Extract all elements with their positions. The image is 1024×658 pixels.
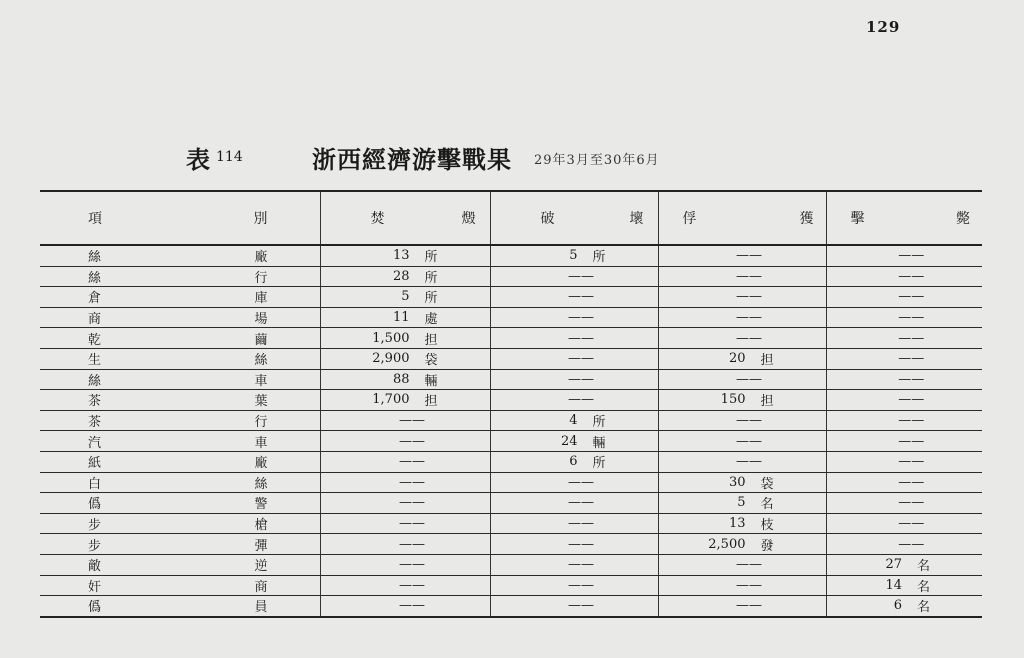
value: —— <box>568 392 594 408</box>
unit: 枝 <box>760 518 774 534</box>
unit: 輛 <box>592 435 606 451</box>
value: —— <box>399 495 425 511</box>
value: —— <box>736 289 762 305</box>
value: 27 <box>885 557 902 573</box>
value: 13 <box>728 516 746 532</box>
value: —— <box>399 413 425 429</box>
cell-killed <box>826 596 982 617</box>
cell-captured <box>658 554 826 575</box>
cell-item: 僞 員 <box>40 596 320 617</box>
table-label: 表 <box>186 145 210 174</box>
cell-destroyed <box>490 328 658 349</box>
cell-burned <box>320 513 490 534</box>
cell-burned <box>320 348 490 369</box>
unit: 名 <box>916 579 930 595</box>
value: —— <box>898 371 925 387</box>
table-period: 29年3月至30年6月 <box>534 153 660 168</box>
value: 30 <box>728 474 746 490</box>
value: —— <box>399 598 425 614</box>
value: —— <box>736 454 762 470</box>
value: —— <box>399 433 425 449</box>
cell-burned <box>320 307 490 328</box>
value: —— <box>568 351 594 367</box>
value: —— <box>898 248 925 264</box>
value: —— <box>898 536 925 552</box>
cell-captured <box>658 493 826 514</box>
value: —— <box>568 371 594 387</box>
cell-destroyed <box>490 287 658 308</box>
header-destroyed: 破 壞 <box>490 191 658 245</box>
cell-killed <box>826 493 982 514</box>
value: —— <box>399 577 425 593</box>
cell-killed <box>826 554 982 575</box>
unit: 担 <box>760 353 774 369</box>
value: —— <box>568 557 594 573</box>
cell-burned <box>320 451 490 472</box>
value: —— <box>736 413 762 429</box>
cell-destroyed <box>490 369 658 390</box>
cell-captured <box>658 266 826 287</box>
cell-captured <box>658 596 826 617</box>
table-row <box>40 596 982 617</box>
cell-captured <box>658 287 826 308</box>
unit: 所 <box>592 456 606 472</box>
header-burned: 焚 燬 <box>320 191 490 245</box>
cell-burned <box>320 328 490 349</box>
cell-captured <box>658 348 826 369</box>
value: —— <box>898 330 925 346</box>
table-row <box>40 390 982 411</box>
unit: 所 <box>592 250 606 266</box>
table-title <box>186 140 746 176</box>
table-main-title: 浙西經濟游擊戰果 <box>312 145 512 174</box>
cell-destroyed <box>490 554 658 575</box>
value: 5 <box>737 495 746 511</box>
cell-destroyed <box>490 534 658 555</box>
value: 2,500 <box>708 536 746 552</box>
value: —— <box>898 289 925 305</box>
unit: 袋 <box>424 353 438 369</box>
cell-killed <box>826 575 982 596</box>
cell-item: 僞 警 <box>40 493 320 514</box>
table-row <box>40 513 982 534</box>
cell-killed <box>826 245 982 266</box>
cell-killed <box>826 472 982 493</box>
cell-item: 茶 葉 <box>40 390 320 411</box>
unit: 担 <box>760 394 774 410</box>
cell-item: 白 絲 <box>40 472 320 493</box>
value: —— <box>399 516 425 532</box>
value: —— <box>898 454 925 470</box>
value: 4 <box>569 413 578 429</box>
table-row <box>40 369 982 390</box>
value: —— <box>898 413 925 429</box>
cell-destroyed <box>490 348 658 369</box>
battle-results-table <box>40 190 982 618</box>
cell-burned <box>320 554 490 575</box>
cell-burned <box>320 575 490 596</box>
cell-item: 步 槍 <box>40 513 320 534</box>
table-row <box>40 451 982 472</box>
cell-item: 茶 行 <box>40 410 320 431</box>
cell-burned <box>320 493 490 514</box>
cell-captured <box>658 390 826 411</box>
table-row <box>40 328 982 349</box>
unit: 發 <box>760 538 774 554</box>
cell-killed <box>826 287 982 308</box>
cell-captured <box>658 369 826 390</box>
cell-destroyed <box>490 513 658 534</box>
unit: 名 <box>760 497 774 513</box>
cell-burned <box>320 266 490 287</box>
cell-destroyed <box>490 596 658 617</box>
unit: 袋 <box>760 476 774 492</box>
table-row <box>40 493 982 514</box>
page-number: 129 <box>866 18 901 36</box>
cell-destroyed <box>490 307 658 328</box>
value: —— <box>736 310 762 326</box>
cell-killed <box>826 534 982 555</box>
cell-burned <box>320 596 490 617</box>
cell-killed <box>826 513 982 534</box>
cell-item: 步 彈 <box>40 534 320 555</box>
value: —— <box>568 268 594 284</box>
cell-captured <box>658 534 826 555</box>
table-row <box>40 431 982 452</box>
header-killed: 擊 斃 <box>826 191 982 245</box>
value: 14 <box>885 577 902 593</box>
cell-captured <box>658 513 826 534</box>
value: —— <box>399 557 425 573</box>
cell-destroyed <box>490 410 658 431</box>
value: —— <box>736 248 762 264</box>
cell-destroyed <box>490 245 658 266</box>
cell-item: 汽 車 <box>40 431 320 452</box>
header-item: 項 別 <box>40 191 320 245</box>
unit: 担 <box>424 394 438 410</box>
value: —— <box>568 310 594 326</box>
value: —— <box>568 474 594 490</box>
value: 6 <box>893 598 902 614</box>
cell-captured <box>658 431 826 452</box>
cell-killed <box>826 307 982 328</box>
unit: 輛 <box>424 373 438 389</box>
cell-captured <box>658 307 826 328</box>
value: —— <box>399 474 425 490</box>
cell-destroyed <box>490 472 658 493</box>
cell-item: 乾 繭 <box>40 328 320 349</box>
value: —— <box>736 433 762 449</box>
cell-burned <box>320 410 490 431</box>
unit: 所 <box>424 270 438 286</box>
value: 13 <box>392 248 410 264</box>
value: —— <box>568 330 594 346</box>
value: 5 <box>401 289 410 305</box>
value: —— <box>399 536 425 552</box>
cell-captured <box>658 472 826 493</box>
value: 88 <box>392 371 410 387</box>
value: 1,700 <box>372 392 410 408</box>
cell-item: 絲 車 <box>40 369 320 390</box>
cell-item: 商 場 <box>40 307 320 328</box>
value: —— <box>568 495 594 511</box>
value: —— <box>898 474 925 490</box>
cell-destroyed <box>490 266 658 287</box>
cell-item: 生 絲 <box>40 348 320 369</box>
value: —— <box>898 516 925 532</box>
cell-captured <box>658 451 826 472</box>
unit: 所 <box>592 415 606 431</box>
cell-destroyed <box>490 451 658 472</box>
cell-burned <box>320 472 490 493</box>
cell-destroyed <box>490 575 658 596</box>
cell-killed <box>826 348 982 369</box>
value: —— <box>898 392 925 408</box>
value: 1,500 <box>372 330 410 346</box>
cell-burned <box>320 245 490 266</box>
cell-killed <box>826 451 982 472</box>
value: —— <box>898 268 925 284</box>
value: 28 <box>392 268 410 284</box>
cell-destroyed <box>490 493 658 514</box>
value: 6 <box>569 454 578 470</box>
header-captured: 俘 獲 <box>658 191 826 245</box>
table-row <box>40 472 982 493</box>
value: —— <box>898 351 925 367</box>
cell-item: 倉 庫 <box>40 287 320 308</box>
value: 20 <box>728 351 746 367</box>
unit: 担 <box>424 332 438 348</box>
table-body <box>40 245 982 617</box>
value: —— <box>736 598 762 614</box>
cell-killed <box>826 266 982 287</box>
value: —— <box>568 536 594 552</box>
table-row <box>40 266 982 287</box>
cell-burned <box>320 534 490 555</box>
cell-item: 絲 行 <box>40 266 320 287</box>
table-row <box>40 534 982 555</box>
cell-burned <box>320 390 490 411</box>
unit: 所 <box>424 250 438 266</box>
header-row <box>40 191 982 245</box>
cell-item: 紙 廠 <box>40 451 320 472</box>
cell-burned <box>320 287 490 308</box>
value: 2,900 <box>372 351 410 367</box>
table-row <box>40 410 982 431</box>
value: —— <box>568 577 594 593</box>
cell-killed <box>826 410 982 431</box>
cell-item: 敵 逆 <box>40 554 320 575</box>
table-row <box>40 348 982 369</box>
unit: 名 <box>916 559 930 575</box>
value: —— <box>736 330 762 346</box>
value: —— <box>736 268 762 284</box>
value: —— <box>736 557 762 573</box>
value: 5 <box>569 248 578 264</box>
value: —— <box>898 433 925 449</box>
cell-item: 絲 廠 <box>40 245 320 266</box>
value: —— <box>736 371 762 387</box>
table-row <box>40 554 982 575</box>
value: —— <box>568 289 594 305</box>
unit: 處 <box>424 312 438 328</box>
cell-killed <box>826 369 982 390</box>
value: —— <box>898 310 925 326</box>
cell-captured <box>658 575 826 596</box>
unit: 所 <box>424 291 438 307</box>
value: 150 <box>720 392 746 408</box>
value: —— <box>736 577 762 593</box>
cell-captured <box>658 410 826 431</box>
value: —— <box>898 495 925 511</box>
cell-item: 奸 商 <box>40 575 320 596</box>
value: —— <box>568 598 594 614</box>
cell-captured <box>658 245 826 266</box>
cell-burned <box>320 369 490 390</box>
table-row <box>40 575 982 596</box>
table-row <box>40 307 982 328</box>
cell-killed <box>826 328 982 349</box>
cell-killed <box>826 431 982 452</box>
cell-captured <box>658 328 826 349</box>
unit: 名 <box>916 600 930 616</box>
cell-destroyed <box>490 431 658 452</box>
table-row <box>40 287 982 308</box>
value: 24 <box>560 433 578 449</box>
table-number: 114 <box>216 149 243 165</box>
table-row <box>40 245 982 266</box>
cell-destroyed <box>490 390 658 411</box>
value: —— <box>399 454 425 470</box>
value: —— <box>568 516 594 532</box>
cell-burned <box>320 431 490 452</box>
cell-killed <box>826 390 982 411</box>
value: 11 <box>392 310 410 326</box>
